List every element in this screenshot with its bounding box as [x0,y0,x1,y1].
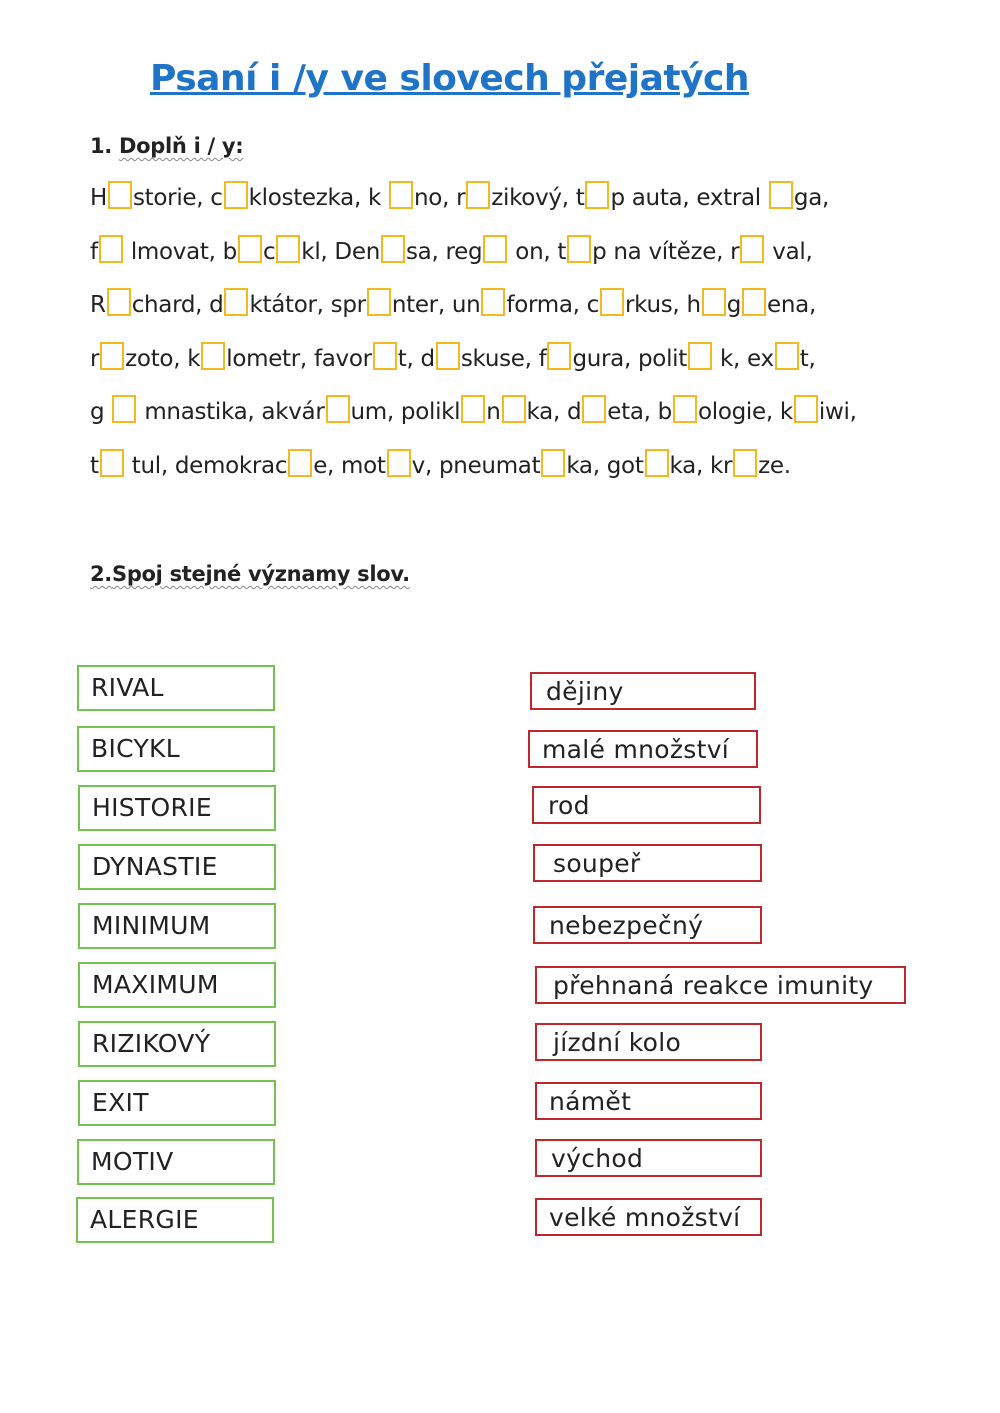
letter-gap-input[interactable] [108,181,132,209]
word-fragment: zikový, t [491,185,585,211]
letter-gap-input[interactable] [326,395,350,423]
letter-gap-input[interactable] [645,449,669,477]
letter-gap-input[interactable] [99,235,123,263]
word-fragment: iwi, [818,399,857,426]
word-fragment: eta, b [607,399,672,426]
right-meaning-box[interactable]: přehnaná reakce imunity [535,966,906,1004]
word-fragment: ka, got [566,452,644,479]
letter-gap-input[interactable] [688,342,712,370]
worksheet-title: Psaní i /y ve slovech přejatých [150,58,750,99]
left-word-box[interactable]: RIVAL [77,665,275,711]
word-fragment: ena, [767,292,816,319]
exercise-1-label: Doplň i / y: [119,134,244,158]
exercise-2-label: Spoj stejné významy slov. [112,562,410,586]
letter-gap-input[interactable] [567,235,591,263]
letter-gap-input[interactable] [740,235,764,263]
letter-gap-input[interactable] [582,395,606,423]
letter-gap-input[interactable] [288,449,312,477]
left-word-box[interactable]: EXIT [78,1080,276,1126]
word-fragment: kl, Den [301,238,380,265]
letter-gap-input[interactable] [112,395,136,423]
left-word-box[interactable]: HISTORIE [78,785,276,831]
letter-gap-input[interactable] [742,288,766,316]
letter-gap-input[interactable] [794,395,818,423]
right-meaning-box[interactable]: nebezpečný [533,906,762,944]
word-fragment: nter, un [391,292,481,319]
letter-gap-input[interactable] [224,288,248,316]
word-fragment: ga, [793,185,830,211]
left-word-box[interactable]: ALERGIE [76,1197,274,1243]
word-fragment: t, [799,345,816,372]
exercise-2-number: 2. [90,562,112,586]
letter-gap-input[interactable] [381,235,405,263]
letter-gap-input[interactable] [733,449,757,477]
word-fragment: zoto, k [125,345,201,372]
exercise-1-line [90,226,960,280]
word-fragment: ka, kr [669,452,733,479]
word-fragment: ktátor, spr [249,292,366,319]
letter-gap-input[interactable] [600,288,624,316]
letter-gap-input[interactable] [547,342,571,370]
letter-gap-input[interactable] [100,342,124,370]
exercise-1-number: 1. [90,134,112,158]
right-meaning-box[interactable]: soupeř [533,844,762,882]
letter-gap-input[interactable] [107,288,131,316]
word-fragment: tul, demokrac [124,452,288,479]
letter-gap-input[interactable] [224,181,248,209]
exercise-1-line [90,172,960,226]
right-meaning-box[interactable]: dějiny [530,672,756,710]
word-fragment: ologie, k [697,399,793,426]
letter-gap-input[interactable] [769,181,793,209]
word-fragment: f [90,238,98,265]
letter-gap-input[interactable] [541,449,565,477]
word-fragment: c [262,238,276,265]
exercise-1-line [90,279,960,333]
word-fragment: forma, c [506,292,599,319]
letter-gap-input[interactable] [276,235,300,263]
letter-gap-input[interactable] [483,235,507,263]
word-fragment: g [90,399,112,426]
word-fragment: t [90,452,99,479]
word-fragment: on, t [508,238,567,265]
right-meaning-box[interactable]: námět [535,1082,762,1120]
letter-gap-input[interactable] [387,449,411,477]
exercise-1-line [90,440,960,494]
word-fragment: lmovat, b [123,238,237,265]
letter-gap-input[interactable] [673,395,697,423]
left-word-box[interactable]: BICYKL [77,726,275,772]
word-fragment: g [726,292,742,319]
word-fragment: skuse, f [460,345,547,372]
left-word-box[interactable]: MOTIV [77,1139,275,1185]
word-fragment: e, mot [313,452,386,479]
letter-gap-input[interactable] [436,342,460,370]
word-fragment: R [90,292,106,319]
word-fragment: storie, c [133,185,223,211]
letter-gap-input[interactable] [100,449,124,477]
word-fragment: no, r [414,185,466,211]
left-word-box[interactable]: DYNASTIE [78,844,276,890]
word-fragment: gura, polit [572,345,687,372]
word-fragment: t, d [397,345,435,372]
letter-gap-input[interactable] [702,288,726,316]
right-meaning-box[interactable]: východ [535,1139,762,1177]
exercise-1-heading [90,134,243,158]
word-fragment: rkus, h [625,292,701,319]
word-fragment: p na vítěze, r [592,238,740,265]
exercise-1-text [90,172,960,494]
word-fragment: val, [765,238,813,265]
letter-gap-input[interactable] [389,181,413,209]
word-fragment: mnastika, akvár [137,399,325,426]
letter-gap-input[interactable] [775,342,799,370]
left-word-box[interactable]: MAXIMUM [78,962,276,1008]
word-fragment: H [90,185,107,211]
word-fragment: klostezka, k [248,185,389,211]
letter-gap-input[interactable] [502,395,526,423]
word-fragment: sa, reg [405,238,483,265]
word-fragment: r [90,345,100,372]
exercise-2-heading [90,562,410,586]
word-fragment: n [486,399,501,426]
letter-gap-input[interactable] [373,342,397,370]
word-fragment: ka, d [526,399,582,426]
word-fragment: k, ex [712,345,774,372]
letter-gap-input[interactable] [461,395,485,423]
word-fragment: ze. [758,452,791,479]
exercise-1-line [90,386,960,440]
letter-gap-input[interactable] [367,288,391,316]
exercise-1-line [90,333,960,387]
letter-gap-input[interactable] [238,235,262,263]
letter-gap-input[interactable] [585,181,609,209]
word-fragment: lometr, favor [226,345,372,372]
right-meaning-box[interactable]: jízdní kolo [535,1023,762,1061]
right-meaning-box[interactable]: rod [532,786,761,824]
letter-gap-input[interactable] [481,288,505,316]
right-meaning-box[interactable]: velké množství [535,1198,762,1236]
left-word-box[interactable]: MINIMUM [78,903,276,949]
word-fragment: p auta, extral [610,185,768,211]
right-meaning-box[interactable]: malé množství [528,730,758,768]
letter-gap-input[interactable] [201,342,225,370]
word-fragment: um, polikl [350,399,461,426]
word-fragment: v, pneumat [411,452,541,479]
word-fragment: chard, d [131,292,224,319]
left-word-box[interactable]: RIZIKOVÝ [78,1021,276,1067]
letter-gap-input[interactable] [466,181,490,209]
